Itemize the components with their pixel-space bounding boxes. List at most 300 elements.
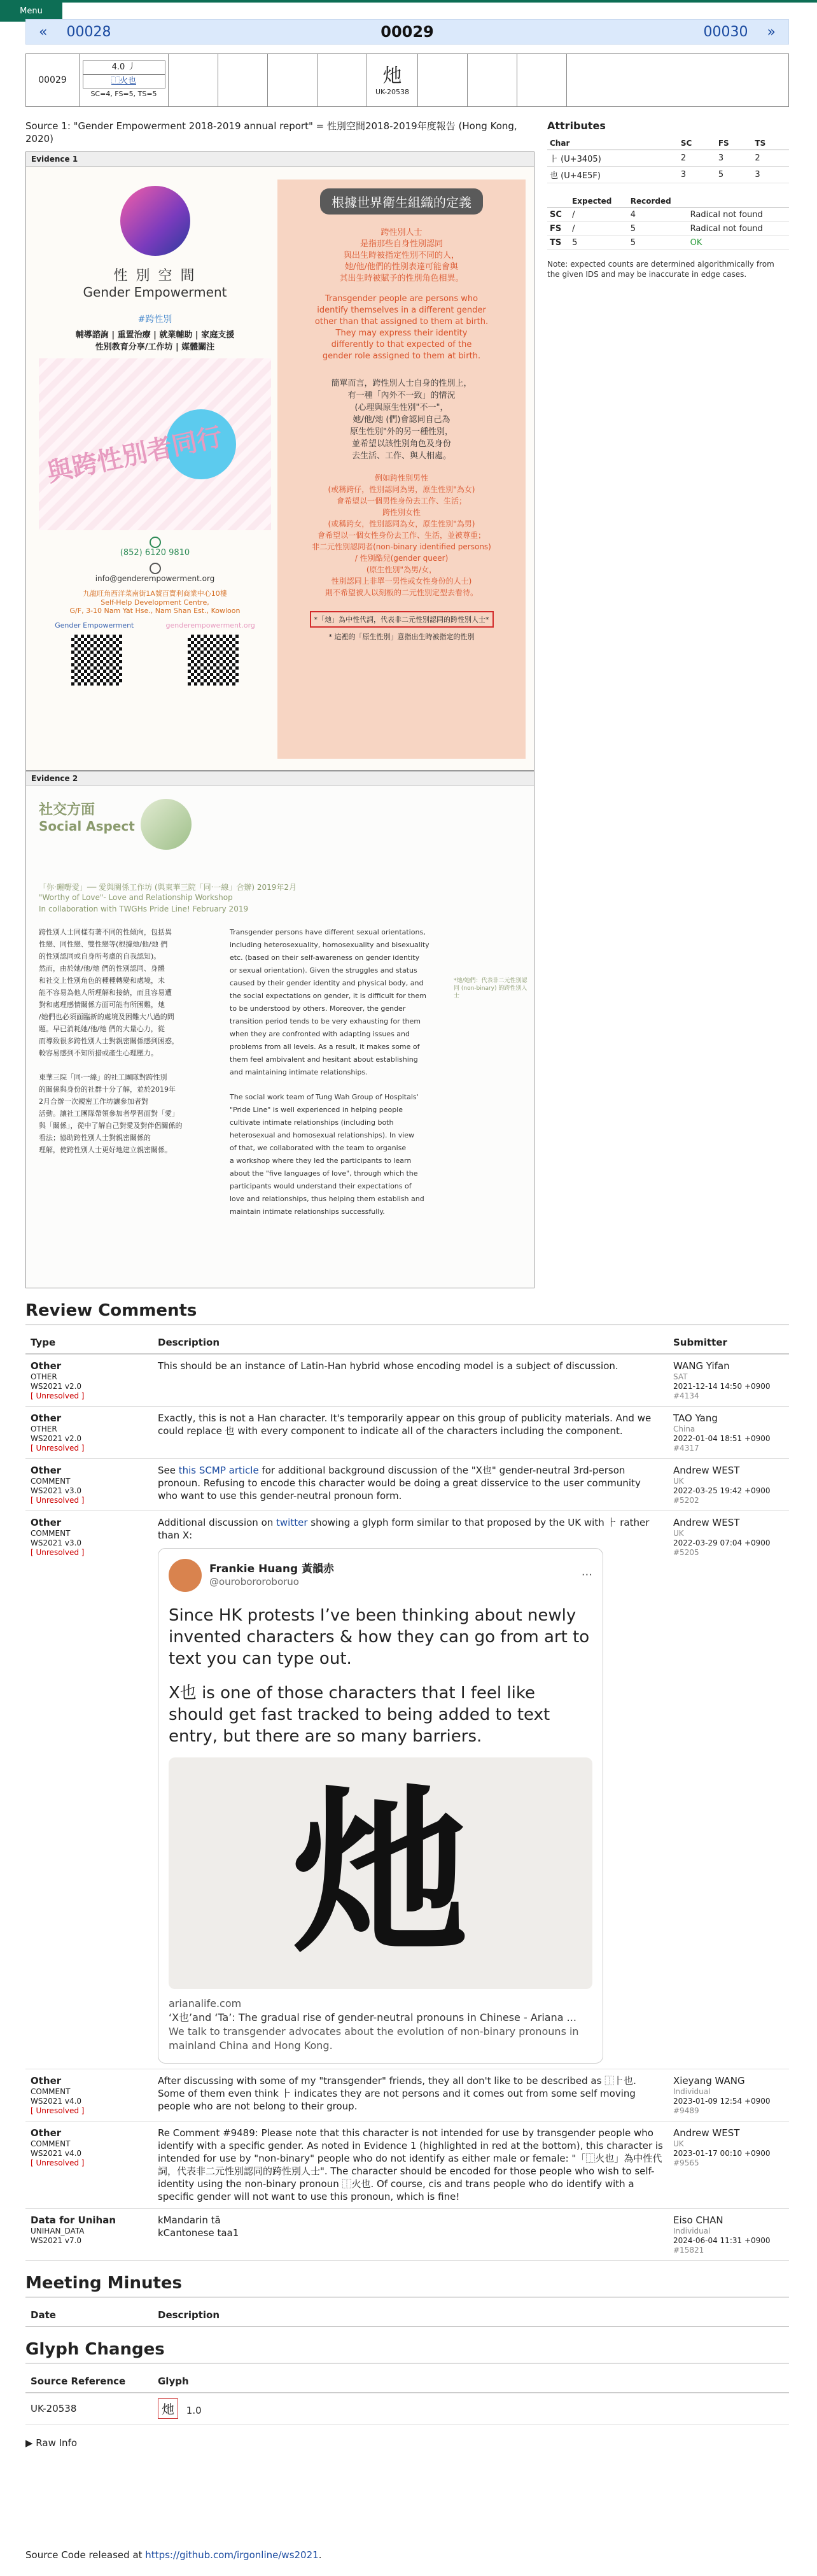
- comment-description: [153, 1459, 668, 1511]
- next-arrow-icon[interactable]: »: [767, 24, 776, 40]
- body-cn-line: 性戀、同性戀、雙性戀等(根據灺/他/灺 們: [39, 940, 168, 948]
- org-name-cn: 性 別 空 間: [113, 268, 197, 284]
- status-badge: [ Unresolved ]: [31, 1391, 85, 1400]
- table-row: [25, 2209, 789, 2261]
- logo-en: Social Aspect: [39, 819, 135, 834]
- submitter-name: TAO Yang: [673, 1412, 718, 1424]
- comment-type: [25, 2122, 153, 2209]
- empty-cell: [268, 54, 318, 106]
- body-cn-line: 題。早已消耗她/他/灺 們的大量心力，從: [39, 1025, 165, 1033]
- current-id: 00029: [381, 23, 434, 41]
- count-key: TS: [547, 236, 569, 250]
- comment-type: [25, 2069, 153, 2122]
- menu-button[interactable]: Menu: [0, 0, 62, 22]
- version: WS2021 v7.0: [31, 2236, 82, 2245]
- meeting-minutes-title: Meeting Minutes: [25, 2274, 789, 2298]
- description-text: showing a glyph form similar to that proposed by the UK with ⺊ rather than X:: [158, 1517, 650, 1541]
- body-en-line: of that, we collaborated with the team to organise: [230, 1144, 407, 1152]
- tweet-image[interactable]: [169, 1757, 592, 1989]
- body-en-line: them feel ambivalent and hesitant about establishing: [230, 1055, 418, 1064]
- definition-cn-line: 跨性別人士: [381, 228, 422, 237]
- submitter-org: Individual: [673, 2087, 711, 2096]
- count-key: FS: [547, 222, 569, 236]
- definition-cn: [277, 227, 526, 285]
- example-cn-line: 則不希望被人以刻板的二元性別定型去看待。: [325, 588, 478, 597]
- workshop-title-en: "Worthy of Love"- Love and Relationship Workshop: [39, 893, 233, 902]
- body-cn-line: 然而，由於她/他/灺 們的性別認同、身體: [39, 964, 165, 973]
- source-reference: UK-20538: [25, 2393, 153, 2425]
- footer-text: Source Code released at: [25, 2549, 146, 2561]
- submitted-date: 2022-03-25 19:42 +0900: [673, 1486, 771, 1495]
- submitter: [668, 1354, 789, 1407]
- body-cn-line: 與「關係」，從中了解自己對愛及對伴侶關係的: [39, 1122, 183, 1130]
- description-text: See: [158, 1465, 179, 1476]
- evidence-1: [25, 151, 534, 771]
- comment-description: [153, 2122, 668, 2209]
- glyph-code: UK-20538: [375, 87, 410, 96]
- margin-note: *灺/她們：代表非二元性別認同 (non-binary) 的跨性別人士: [454, 978, 527, 999]
- count-check-table: [547, 195, 789, 250]
- body-en-line: The social work team of Tung Wah Group of Hospitals': [230, 1093, 419, 1101]
- attributes-note: Note: expected counts are determined algorithmically from the given IDS and may be inaccurate in edge cases.: [547, 260, 774, 279]
- empty-cell: [318, 54, 367, 106]
- review-comments-title: Review Comments: [25, 1301, 789, 1325]
- more-icon[interactable]: ···: [581, 1568, 592, 1582]
- body-en-line: participants would understand their expectations of: [230, 1182, 412, 1190]
- example-cn-line: 會希望以一個女性身份去工作、生活，並被尊重；: [317, 531, 485, 540]
- example-cn: [277, 472, 526, 598]
- submitted-date: 2022-01-04 18:51 +0900: [673, 1434, 771, 1443]
- body-en-line: to be understood by others. Moreover, the gender: [230, 1004, 406, 1013]
- definition-en: [277, 293, 526, 362]
- comment-id: #9565: [673, 2158, 699, 2167]
- example-cn-line: (或稱跨女，性別認同為女，原生性別"為男): [328, 519, 475, 528]
- bow-shape-icon: [64, 371, 115, 409]
- hashtag: #跨性別: [137, 314, 172, 325]
- comment-id: #4134: [673, 1391, 699, 1400]
- body-en-line: cultivate intimate relationships (including both: [230, 1118, 394, 1127]
- example-cn-line: 例如跨性別男性: [374, 474, 428, 482]
- tweet-text: X也 is one of those characters that I feel like should get fast tracked to being added to text entry, but there are so many barriers.: [169, 1684, 550, 1746]
- col-header: TS: [752, 137, 789, 150]
- recorded: 5: [628, 222, 688, 236]
- glyph-changes-table: [25, 2370, 789, 2425]
- body-en-line: "Pride Line" is well experienced in helping people: [230, 1106, 403, 1114]
- result: Radical not found: [688, 222, 789, 236]
- submitter-org: UK: [673, 1477, 684, 1486]
- attributes-panel: [547, 120, 789, 1288]
- body-en-line: the social expectations on gender, it is difficult for them: [230, 992, 426, 1000]
- type-label: Other: [31, 2075, 62, 2087]
- service-line-2: 性別教育分享/工作坊 | 媒體關注: [95, 342, 215, 352]
- submitter-org: Individual: [673, 2227, 711, 2235]
- workshop-title-cn: 「你‧曬嘢愛」── 愛與關係工作坊 (與東華三院「同‧一線」合辦) 2019年2月: [39, 883, 297, 892]
- fs-cell: 3: [716, 150, 753, 167]
- version: WS2021 v4.0: [31, 2149, 82, 2158]
- empty-cell: [468, 54, 517, 106]
- body-cn-line: 和社交上性別角色的種種轉變和處境，未: [39, 976, 165, 985]
- evidence-column: [25, 120, 534, 1288]
- body-cn-line: 能不容易為他人所理解和接納，而且容易遭: [39, 989, 172, 997]
- table-row: [25, 2122, 789, 2209]
- tweet-author: [209, 1563, 334, 1588]
- submitter-org: China: [673, 1425, 695, 1433]
- submitter-name: Eiso CHAN: [673, 2214, 723, 2226]
- submitter-name: Xieyang WANG: [673, 2075, 745, 2087]
- char-cell: ⺊ (U+3405): [547, 150, 678, 167]
- submitter-name: Andrew WEST: [673, 2127, 740, 2139]
- type-category: OTHER: [31, 1372, 57, 1381]
- definition-en-line: Transgender people are persons who: [325, 294, 478, 304]
- description-text: Re Comment #9489: Please note that this character is not intended for use by transgender people who identify with a specific gender. As noted in Evidence 1 (highlighted in red at the bottom), this character is intended for use by "non-binary" people who do not identify as either male or female: "「⿰火也」為中性代詞，代表非二元性別認同的跨性別人士". The character should be encoded for those people who wish to self-identity using the non-binary pronoun ⿰火也. Of course, cis and trans people who do identify with a specific gender will not want to use this pronoun, which is fine!: [158, 2127, 663, 2202]
- expected: 5: [569, 236, 628, 250]
- comment-description: [153, 1511, 668, 2069]
- ids-sequence[interactable]: ⿰火也: [83, 74, 165, 88]
- body-en-line: when they are confronted with adapting issues and: [230, 1030, 410, 1038]
- prev-arrow-icon[interactable]: «: [39, 24, 48, 40]
- email-icon: [150, 563, 161, 574]
- character-ids-row: [25, 53, 789, 107]
- service-line-1: 輔導諮詢 | 重置治療 | 就業輔助 | 家庭支援: [75, 330, 235, 340]
- card-description: We talk to transgender advocates about the evolution of non-binary pronouns in mainland China and Hong Kong.: [169, 2025, 579, 2052]
- comment-type: [25, 1354, 153, 1407]
- description-text: After discussing with some of my "transgender" friends, they all don't like to be described as ⿰⺊也. Some of them even think ⺊ indicates they are not persons and it comes out from some self moving people who are not belong to their group.: [158, 2075, 636, 2112]
- body-en-line: and maintaining intimate relationships.: [230, 1068, 368, 1076]
- top-accent-bar: [0, 0, 817, 3]
- footer-link[interactable]: https://github.com/irgonline/ws2021: [145, 2549, 319, 2561]
- submitter: [668, 2209, 789, 2261]
- description-text: Additional discussion on: [158, 1517, 277, 1528]
- type-category: COMMENT: [31, 1529, 71, 1538]
- comment-description: [153, 1354, 668, 1407]
- type-category: UNIHAN_DATA: [31, 2227, 85, 2235]
- definition-en-line: differently to that expected of the: [331, 340, 472, 349]
- body-cn-line: 理解，使跨性別人士更好地建立親密關係。: [39, 1146, 172, 1154]
- phone-icon: [150, 537, 161, 548]
- tweet-text: Since HK protests I’ve been thinking about newly invented characters & how they can go from art to text you can type out.: [169, 1606, 590, 1668]
- table-row: [547, 236, 789, 250]
- table-row: [547, 222, 789, 236]
- tweet-name: Frankie Huang 黃韻赤: [209, 1563, 335, 1575]
- fs-cell: 5: [716, 167, 753, 183]
- submitter-org: UK: [673, 2139, 684, 2148]
- definition-en-line: gender role assigned to them at birth.: [322, 351, 481, 361]
- submitter: [668, 2069, 789, 2122]
- body-en-line: love and relationships, thus helping them establish and: [230, 1195, 424, 1203]
- raw-info-toggle[interactable]: ▶ Raw Info: [25, 2437, 78, 2449]
- type-category: COMMENT: [31, 2087, 71, 2096]
- avatar: [169, 1559, 202, 1592]
- comment-id: #15821: [673, 2246, 704, 2255]
- link-card[interactable]: [169, 1997, 592, 2053]
- type-category: COMMENT: [31, 2139, 71, 2148]
- body-en-line: caused by their gender identity and physical body, and: [230, 979, 424, 987]
- footer: [25, 2549, 321, 2561]
- body-cn-line: 2月合辦一次親密工作坊讓參加者對: [39, 1097, 148, 1106]
- col-header: Type: [25, 1332, 153, 1354]
- col-header: Source Reference: [25, 2370, 153, 2393]
- col-header: SC: [678, 137, 716, 150]
- description-link[interactable]: twitter: [276, 1517, 308, 1528]
- embedded-tweet[interactable]: [158, 1548, 603, 2064]
- social-aspect-logo: [39, 799, 135, 834]
- table-row: [547, 167, 789, 183]
- phone-number: (852) 6120 9810: [120, 548, 190, 558]
- col-header: Date: [25, 2304, 153, 2326]
- description-text: for additional background discussion of the "X也" gender-neutral 3rd-person pronoun. Refusing to encode this character would be doing a great disservice to the user community who want to use this gender-neutral pronoun form.: [158, 1465, 641, 1502]
- example-cn-line: (原生性別"為男/女，: [366, 565, 437, 574]
- empty-cell: [567, 54, 617, 106]
- description-text: kMandarin tā: [158, 2214, 221, 2226]
- body-en-line: transition period tends to be very exhausting for them: [230, 1017, 421, 1025]
- body-cn-line: 活動。讓社工團隊帶領參加者學習面對「愛」: [39, 1109, 179, 1118]
- qr-code-icon: [71, 635, 122, 686]
- body-cn-line: 有一種「內外不一致」的情況: [347, 391, 456, 400]
- body-cn-line: 的關係與身份的社群十分了解，並於2019年: [39, 1085, 176, 1094]
- col-header: [688, 195, 789, 208]
- comment-id: #4317: [673, 1444, 699, 1453]
- recorded: 4: [628, 208, 688, 222]
- comment-type: [25, 2209, 153, 2261]
- comment-type: [25, 1459, 153, 1511]
- definition-en-line: They may express their identity: [335, 328, 468, 338]
- comment-type: [25, 1407, 153, 1459]
- comment-type: [25, 1511, 153, 2069]
- submitter-org: UK: [673, 1529, 684, 1538]
- stroke-counts: SC=4, FS=5, TS=5: [90, 90, 157, 98]
- body-cn: [39, 926, 223, 1156]
- body-en-line: about the "five languages of love", through which the: [230, 1169, 418, 1178]
- description-text: kCantonese taa1: [158, 2227, 239, 2239]
- org-logo-icon: [120, 186, 190, 256]
- body-cn-line: 並希望以該性別角色及身份: [351, 439, 451, 449]
- body-cn-line: 而導致很多跨性別人士對親密關係感到困惑，: [39, 1037, 179, 1045]
- body-en-line: maintain intimate relationships successfully.: [230, 1207, 385, 1216]
- status-badge: [ Unresolved ]: [31, 2158, 85, 2167]
- evidence-2: [25, 771, 534, 1288]
- glyph-changes-title: Glyph Changes: [25, 2340, 789, 2364]
- submitter-org: SAT: [673, 1372, 688, 1381]
- submitted-date: 2022-03-29 07:04 +0900: [673, 1538, 771, 1547]
- type-category: COMMENT: [31, 1477, 71, 1486]
- body-en-line: problems from all levels. As a result, it makes some of: [230, 1043, 420, 1051]
- org-panel: [39, 173, 271, 759]
- body-en-line: [230, 1079, 446, 1091]
- submitted-date: 2023-01-09 12:54 +0900: [673, 2097, 771, 2106]
- version: WS2021 v3.0: [31, 1538, 82, 1547]
- definition-cn-line: 是指那些自身性別認同: [360, 239, 443, 249]
- ts-cell: 2: [752, 150, 789, 167]
- body-cn-line: 跨性別人士同樣有著不同的性傾向，包括異: [39, 928, 172, 936]
- page-container: [25, 19, 789, 2449]
- body-en: [230, 926, 446, 1218]
- recorded: 5: [628, 236, 688, 250]
- version: WS2021 v3.0: [31, 1486, 82, 1495]
- example-cn-line: 性別認同上非單一男性或女性身份的人士): [331, 577, 472, 586]
- type-label: Other: [31, 2127, 62, 2139]
- definition-header: 根據世界衛生組織的定義: [320, 188, 483, 215]
- body-en-line: or sexual orientation). Given the struggles and status: [230, 966, 417, 975]
- description-text: This should be an instance of Latin-Han hybrid whose encoding model is a subject of discussion.: [158, 1360, 618, 1372]
- status-badge: [ Unresolved ]: [31, 2106, 85, 2115]
- meeting-minutes-table: [25, 2304, 789, 2327]
- submitter-name: Andrew WEST: [673, 1517, 740, 1528]
- website-label: genderempowerment.org: [165, 621, 255, 630]
- submitted-date: 2021-12-14 14:50 +0900: [673, 1382, 771, 1391]
- logo-cn: 社交方面: [39, 802, 95, 818]
- example-cn-line: 跨性別女性: [382, 508, 421, 517]
- body-en-line: a workshop where they led the participants to learn: [230, 1157, 412, 1165]
- workshop-title-en2: In collaboration with TWGHs Pride Line! February 2019: [39, 904, 249, 913]
- body-cn: [277, 377, 526, 462]
- card-title: ‘X也’and ‘Ta’: The gradual rise of gender-neutral pronouns in Chinese - Ariana ...: [169, 2011, 576, 2023]
- definition-en-line: other than that assigned to them at birth.: [314, 317, 489, 327]
- col-header: Description: [153, 1332, 668, 1354]
- facebook-label: Gender Empowerment: [55, 621, 134, 630]
- definition-cn-line: 與出生時被指定性別不同的人，: [343, 251, 459, 260]
- char-cell: 也 (U+4E5F): [547, 167, 678, 183]
- type-label: Data for Unihan: [31, 2214, 116, 2226]
- submitter: [668, 2122, 789, 2209]
- submitter-name: WANG Yifan: [673, 1360, 730, 1372]
- table-row: [547, 150, 789, 167]
- result: Radical not found: [688, 208, 789, 222]
- empty-cell: [418, 54, 468, 106]
- expected: /: [569, 222, 628, 236]
- body-cn-line: 較容易感到不知所措或產生心理壓力。: [39, 1049, 158, 1057]
- empty-cell: [218, 54, 268, 106]
- definition-cn-line: 其出生時被賦予的性別角色相異。: [339, 274, 464, 283]
- prev-link[interactable]: 00028: [66, 24, 111, 40]
- col-header: Glyph: [153, 2370, 789, 2393]
- comment-id: #5205: [673, 1548, 699, 1557]
- definition-en-line: identify themselves in a different gender: [317, 306, 486, 315]
- description-link[interactable]: this SCMP article: [178, 1465, 259, 1476]
- example-cn-line: / 性別酷兒(gender queer): [354, 554, 449, 563]
- body-cn-line: (心理與原生性別"不一"，: [354, 403, 449, 412]
- sc-cell: 3: [678, 167, 716, 183]
- definition-panel: [277, 179, 526, 759]
- sc-cell: 2: [678, 150, 716, 167]
- body-en-line: Transgender persons have different sexual orientations,: [230, 928, 426, 936]
- col-header: Description: [153, 2304, 789, 2326]
- attributes-table: [547, 137, 789, 183]
- source-citation: Source 1: "Gender Empowerment 2018-2019 annual report" = 性別空間2018-2019年度報告 (Hong Kong, 2020): [25, 120, 517, 144]
- ts-cell: 3: [752, 167, 789, 183]
- body-en-line: heterosexual and homosexual relationships). In view: [230, 1131, 415, 1139]
- version: WS2021 v2.0: [31, 1434, 82, 1443]
- submitter: [668, 1407, 789, 1459]
- address-3: G/F, 3-10 Nam Yat Hse., Nam Shan Est., Kowloon: [69, 607, 241, 615]
- footer-end: .: [318, 2549, 322, 2561]
- attributes-title: Attributes: [547, 120, 606, 132]
- tweet-handle: @ourobororoboruo: [209, 1576, 299, 1587]
- qr-code-icon: [188, 635, 239, 686]
- glyph-version: 1.0: [186, 2405, 202, 2416]
- status-badge: [ Unresolved ]: [31, 1444, 85, 1453]
- submitted-date: 2024-06-04 11:31 +0900: [673, 2236, 771, 2245]
- body-cn-line: 去生活、工作、與人相處。: [351, 451, 451, 461]
- col-header: FS: [716, 137, 753, 150]
- col-header: Char: [547, 137, 678, 150]
- body-cn-line: [39, 1059, 223, 1071]
- body-en-line: etc. (based on their self-awareness on gender identity: [230, 954, 420, 962]
- leaf-icon: [141, 799, 192, 850]
- description-text: Exactly, this is not a Han character. It's temporarily appear on this group of publicity materials. And we could replace 也 with every component to indicate all of the characters including the component.: [158, 1412, 652, 1437]
- body-cn-line: 原生性別"外的另一種性別，: [350, 427, 453, 437]
- illustration: [39, 358, 271, 530]
- evidence-2-label: Evidence 2: [26, 771, 534, 786]
- type-category: OTHER: [31, 1425, 57, 1433]
- card-domain: arianalife.com: [169, 1997, 242, 2009]
- tweet-header: [169, 1559, 592, 1592]
- type-label: Other: [31, 1412, 62, 1424]
- table-row: [25, 2393, 789, 2425]
- version: WS2021 v4.0: [31, 2097, 82, 2106]
- org-name-en: Gender Empowerment: [83, 285, 227, 300]
- comment-description: [153, 2069, 668, 2122]
- type-label: Other: [31, 1517, 62, 1528]
- serial-number: 00029: [26, 54, 80, 106]
- glyph-thumbnail[interactable]: 灺: [158, 2398, 178, 2419]
- submitted-date: 2023-01-17 00:10 +0900: [673, 2149, 771, 2158]
- body-cn-line: 東華三院「同‧一線」的社工團隊對跨性別: [39, 1073, 167, 1081]
- glyph: 灺: [382, 64, 402, 87]
- address-1: 九龍旺角西洋菜南街1A號百寶利商業中心10樓: [83, 589, 227, 598]
- type-label: Other: [31, 1360, 62, 1372]
- expected: /: [569, 208, 628, 222]
- col-header: Expected: [569, 195, 628, 208]
- submitter: [668, 1459, 789, 1511]
- status-badge: [ Unresolved ]: [31, 1548, 85, 1557]
- definition-cn-line: 她/他/他們的性別表達可能會與: [345, 262, 458, 272]
- note-bottom: * 這裡的「原生性別」意指出生時被指定的性別: [328, 633, 475, 641]
- result-ok: OK: [688, 236, 789, 250]
- body-en-line: including heterosexuality, homosexuality and bisexuality: [230, 941, 429, 949]
- body-cn-line: 她/他/灺 (們)會認同自己為: [353, 415, 450, 425]
- body-cn-line: 的性別認同或自身所考慮的自我認知)。: [39, 952, 161, 961]
- comment-id: #5202: [673, 1496, 699, 1505]
- type-label: Other: [31, 1465, 62, 1476]
- example-cn-line: 會希望以一個男性身份去工作、生活；: [336, 496, 466, 505]
- table-row: [25, 2069, 789, 2122]
- navigation-bar: [25, 19, 789, 45]
- table-row: [547, 208, 789, 222]
- table-row: [25, 1459, 789, 1511]
- calligraphy-glyph: 灺: [291, 1768, 470, 1978]
- table-row: [25, 1354, 789, 1407]
- submitter-name: Andrew WEST: [673, 1465, 740, 1476]
- note-boxed: *「灺」為中性代詞，代表非二元性別認同的跨性別人士*: [310, 611, 494, 628]
- body-cn-line: /她們也必須面臨新的處境及困難大八過的問: [39, 1013, 174, 1021]
- strokes-label: 4.0 丿: [83, 60, 165, 74]
- comment-id: #9489: [673, 2106, 699, 2115]
- example-cn-line: 非二元性別認同者(non-binary identified persons): [312, 542, 491, 551]
- comment-description: [153, 2209, 668, 2261]
- address-2: Self-Help Development Centre,: [101, 598, 209, 607]
- evidence-1-label: Evidence 1: [26, 152, 534, 167]
- next-link[interactable]: 00030: [703, 24, 748, 40]
- col-header: Recorded: [628, 195, 688, 208]
- body-cn-line: 看法；協助跨性別人士對親密關係的: [39, 1134, 151, 1142]
- empty-cell: [517, 54, 567, 106]
- review-comments-table: [25, 1332, 789, 2261]
- banner-text: 與跨性別者同行: [45, 422, 225, 488]
- table-row: [25, 1407, 789, 1459]
- body-cn-line: 對和處理感情關係方面可能有所困難，灺: [39, 1001, 165, 1009]
- glyph-cell: [367, 54, 418, 106]
- version: WS2021 v2.0: [31, 1382, 82, 1391]
